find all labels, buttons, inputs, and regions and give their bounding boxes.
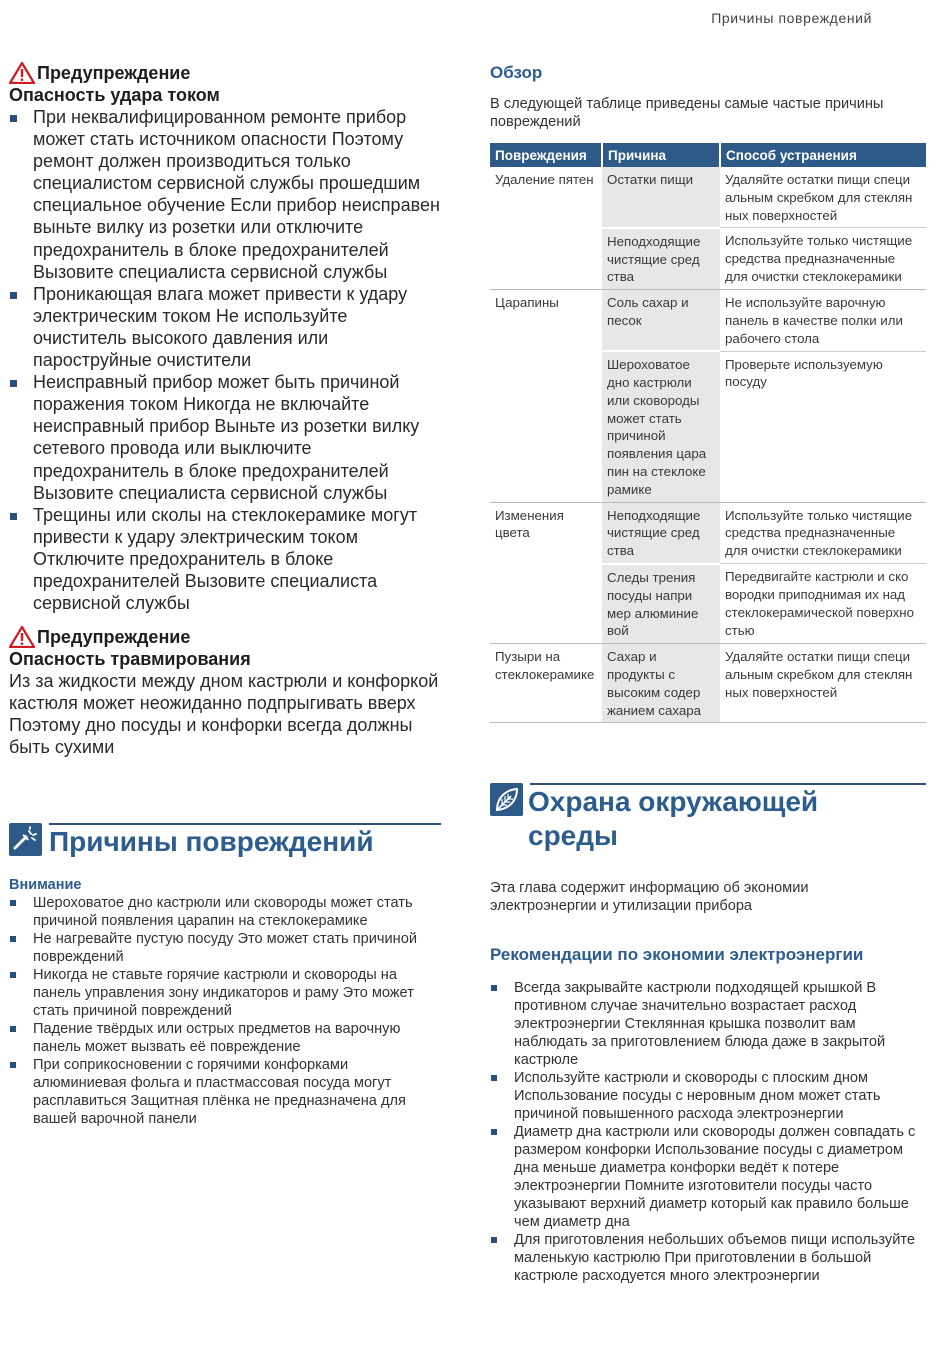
warning-list	[9, 106, 441, 614]
list-item: Для приготовления небольших объемов пищи используйте маленькую кастрюлю При приготовлении в большой кастрюле расходуется много электроэнергии	[490, 1231, 926, 1285]
damage-cell: Изменения цвета	[490, 502, 602, 644]
cause-cell: Остатки пищи	[602, 167, 720, 228]
list-item: Шероховатое дно кастрюли или сковороды может стать причиной появления царапин на стеклокерамике	[9, 894, 441, 930]
energy-tips-list	[490, 979, 926, 1285]
right-column	[490, 62, 926, 1285]
damage-cell: Царапины	[490, 290, 602, 502]
column-header: Причина	[602, 143, 720, 167]
remedy-cell: Используйте только чистящие средства предназначенные для очистки стеклокерамики	[720, 502, 926, 564]
warning-heading	[9, 626, 441, 648]
column-header: Повреждения	[490, 143, 602, 167]
damage-table	[490, 143, 926, 723]
warning-title: Предупреждение	[37, 627, 191, 648]
list-item: Трещины или сколы на стеклокерамике могут привести к удару электрическим током Отключите предохранитель в блоке предохранителей Вызовите специалиста сервисной службы	[9, 504, 441, 614]
list-item: Всегда закрывайте кастрюли подходящей крышкой В противном случае значительно возрастает расход электроэнергии Стеклянная крышка позволит вам наблюдать за приготовлением блюда даже в закрытой кастрюле	[490, 979, 926, 1069]
cause-cell: Неподходящие чистящие сред ства	[602, 502, 720, 564]
damage-cell: Пузыри на стеклокерамике	[490, 644, 602, 723]
warning-subtitle: Опасность удара током	[9, 85, 220, 105]
table-row	[490, 502, 926, 564]
list-item: При неквалифицированном ремонте прибор может стать источником опасности Поэтому ремонт должен производиться только специалистом сервисной службы прошедшим специальное обучение Если прибор неисправен выньте вилку из розетки или отключите предохранитель в блоке предохранителей Вызовите специалиста сервисной службы	[9, 106, 441, 283]
left-column	[9, 62, 441, 1128]
table-row	[490, 644, 926, 723]
list-item: Падение твёрдых или острых предметов на варочную панель может вызвать её повреждение	[9, 1020, 441, 1056]
warning-subtitle: Опасность травмирования	[9, 649, 251, 670]
warning-block-injury	[9, 626, 441, 758]
environment-intro: Эта глава содержит информацию об экономии электроэнергии и утилизации прибора	[490, 880, 809, 915]
warning-triangle-icon	[9, 62, 35, 84]
remedy-cell: Передвигайте кастрюли и ско вородки приподнимая их над стеклокерамической поверхно стью	[720, 564, 926, 644]
caution-label: Внимание	[9, 876, 82, 893]
list-item: Не нагревайте пустую посуду Это может стать причиной повреждений	[9, 930, 441, 966]
list-item: Диаметр дна кастрюли или сковороды должен совпадать с размером конфорки Использование посуды с диаметром дна меньше диаметра конфорки ведёт к потере электроэнергии Помните изготовители посуды часто указывают верхний диаметр который как правило больше чем диаметр дна	[490, 1123, 926, 1231]
section-title: Охрана окружающей среды	[528, 786, 819, 852]
caution-list	[9, 894, 441, 1128]
cause-cell: Неподходящие чистящие сред ства	[602, 228, 720, 290]
section-title: Причины повреждений	[49, 825, 374, 857]
table-row	[490, 290, 926, 351]
cause-cell: Сахар и продукты с высоким содер жанием сахара	[602, 644, 720, 723]
list-item: Неисправный прибор может быть причиной поражения током Никогда не включайте неисправный прибор Выньте из розетки вилку сетевого провода или выключите предохранитель в блоке предохранителей Вызовите специалиста сервисной службы	[9, 371, 441, 504]
cause-cell: Соль сахар и песок	[602, 290, 720, 351]
list-item: Используйте кастрюли и сковороды с плоским дном Использование посуды с неровным дном может стать причиной повышенного расхода электроэнергии	[490, 1069, 926, 1123]
remedy-cell: Не используйте варочную панель в качестве полки или рабочего стола	[720, 290, 926, 351]
remedy-cell: Удаляйте остатки пищи специ альным скребком для стеклян ных поверхностей	[720, 644, 926, 723]
warning-triangle-icon	[9, 626, 35, 648]
environment-section-heading	[490, 783, 926, 853]
remedy-cell: Используйте только чистящие средства предназначенные для очистки стеклокерамики	[720, 228, 926, 290]
leaf-icon	[490, 783, 523, 816]
list-item: Проникающая влага может привести к удару электрическим током Не используйте очиститель высокого давления или пароструйные очистители	[9, 283, 441, 371]
list-item: Никогда не ставьте горячие кастрюли и сковороды на панель управления зону индикаторов и раму Это может стать причиной повреждений	[9, 966, 441, 1020]
warning-block-electric	[9, 62, 441, 614]
cause-cell: Следы трения посуды напри мер алюминие вой	[602, 564, 720, 644]
damage-section-heading	[9, 823, 441, 859]
warning-text: Из за жидкости между дном кастрюли и конфоркой кастюля может неожиданно подпрыгивать вверх Поэтому дно посуды и конфорки всегда должны быть сухими	[9, 671, 439, 758]
cause-cell: Шероховатое дно кастрюли или сковороды может стать причиной появления цара пин на стеклоке рамике	[602, 351, 720, 502]
running-header: Причины повреждений	[711, 10, 872, 26]
column-header: Способ устранения	[720, 143, 926, 167]
energy-tips-title: Рекомендации по экономии электроэнергии	[490, 945, 864, 965]
remedy-cell: Удаляйте остатки пищи специ альным скребком для стеклян ных поверхностей	[725, 172, 913, 223]
list-item: При соприкосновении с горячими конфорками алюминиевая фольга и пластмассовая посуда могут расплавиться Защитная плёнка не предназначена для вашей варочной панели	[9, 1056, 441, 1128]
table-row	[490, 167, 926, 228]
spark-damage-icon	[9, 823, 42, 856]
remedy-cell: Проверьте используемую посуду	[720, 351, 926, 502]
table-header-row	[490, 143, 926, 167]
warning-heading	[9, 62, 441, 84]
overview-title: Обзор	[490, 63, 543, 82]
damage-cell: Удаление пятен	[495, 172, 594, 187]
warning-title: Предупреждение	[37, 63, 191, 83]
overview-text: В следующей таблице приведены самые частые причины повреждений	[490, 96, 884, 130]
